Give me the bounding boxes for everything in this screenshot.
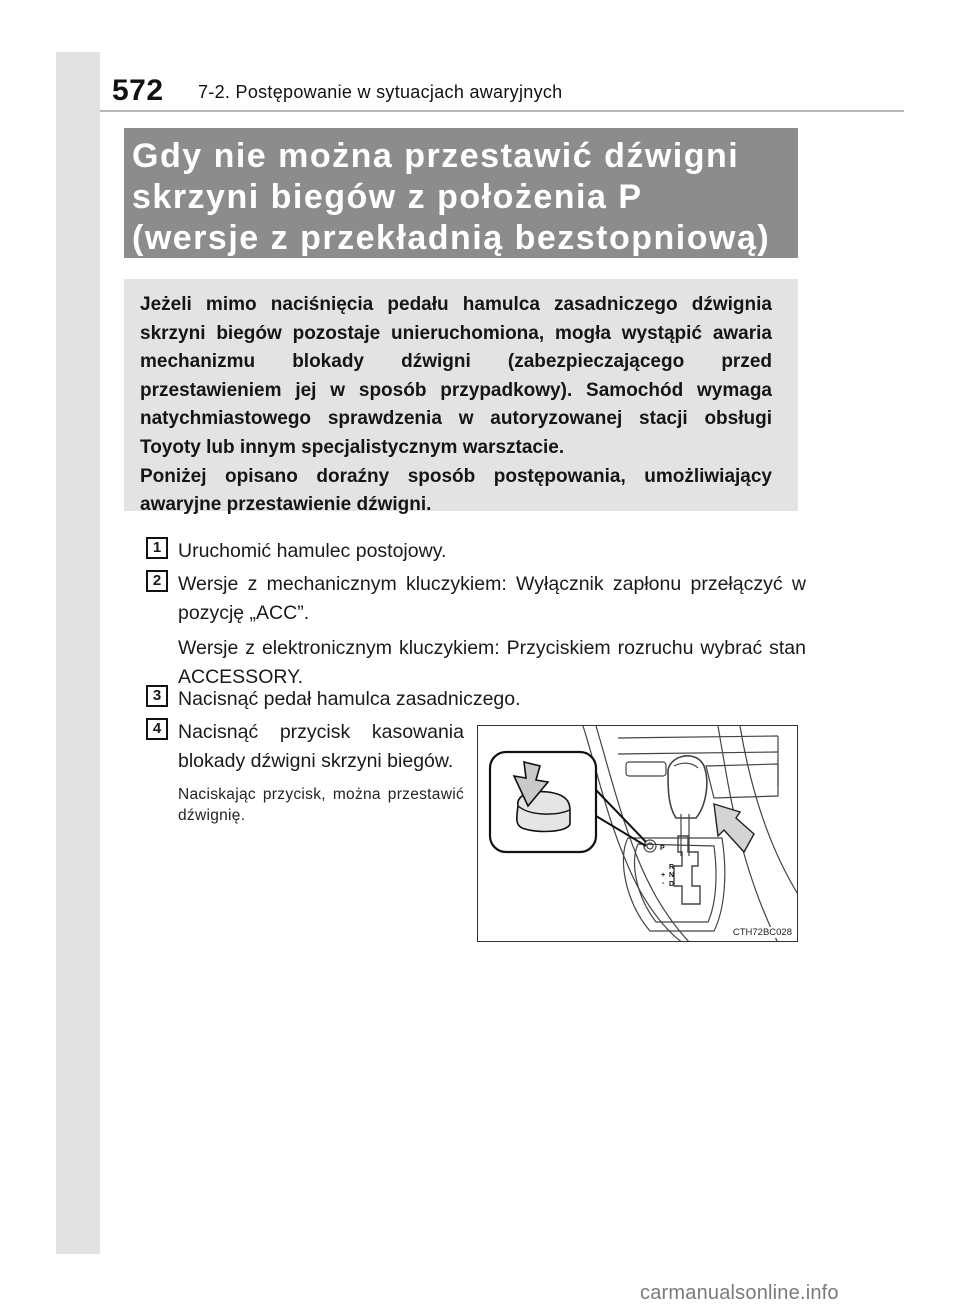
- shift-lever-illustration: [477, 725, 798, 942]
- gate-label-r: R: [669, 864, 675, 871]
- step-subtext: Wersje z elektronicznym kluczykiem: Przyciskiem rozruchu wybrać stan ACCESSORY.: [178, 637, 806, 688]
- header-rule: [100, 110, 904, 112]
- page-number: 572: [112, 74, 164, 107]
- step-2: [146, 570, 806, 692]
- step-text: Wersje z mechanicznym kluczykiem: Wyłącznik zapłonu przełączyć w pozycję „ACC”.: [178, 573, 806, 624]
- gate-label-plus: +: [661, 872, 666, 879]
- gate-label-d: D: [669, 881, 675, 888]
- gate-label-minus: -: [662, 880, 665, 887]
- title-line-3: (wersje z przekładnią bezstopniową): [132, 219, 771, 257]
- side-strip: [56, 52, 100, 1254]
- page-title: [124, 128, 798, 258]
- intro-paragraph-1: Jeżeli mimo naciśnięcia pedału hamulca zasadniczego dźwignia skrzyni biegów pozostaje unieruchomiona, mogła wystąpić awaria mechanizmu blokady dźwigni (zabezpieczającego przed przestawieniem jej w sposób przypadkowy). Samochód wymaga natychmiastowego sprawdzenia w autoryzowanej stacji obsługi Toyoty lub innym specjalistycznym warsztacie.: [140, 294, 772, 458]
- intro-box: [124, 279, 798, 516]
- gate-label-n: N: [669, 872, 675, 879]
- step-number-badge: 4: [146, 718, 168, 740]
- step-text: Uruchomić hamulec postojowy.: [178, 540, 447, 562]
- intro-paragraph-2: Poniżej opisano doraźny sposób postępowania, umożliwiający awaryjne przestawienie dźwigni.: [140, 465, 772, 516]
- step-text: Nacisnąć pedał hamulca zasadniczego.: [178, 688, 521, 710]
- gate-label-p: P: [660, 845, 665, 852]
- title-line-2: skrzyni biegów z położenia P: [132, 178, 643, 216]
- title-line-1: Gdy nie można przestawić dźwigni: [132, 137, 740, 175]
- step-1: [146, 537, 806, 566]
- step-3: [146, 685, 806, 714]
- step-number-badge: 1: [146, 537, 168, 559]
- watermark: carmanualsonline.info: [640, 1282, 839, 1304]
- section-title: 7-2. Postępowanie w sytuacjach awaryjnych: [198, 82, 563, 102]
- step-number-badge: 3: [146, 685, 168, 707]
- step-number-badge: 2: [146, 570, 168, 592]
- figure-code: CTH72BC028: [732, 927, 792, 938]
- shift-lever-drawing: [478, 726, 798, 942]
- step-4: [146, 718, 464, 826]
- step-text: Nacisnąć przycisk kasowania blokady dźwigni skrzyni biegów.: [178, 721, 464, 772]
- step-note: Naciskając przycisk, można przestawić dźwignię.: [178, 786, 464, 824]
